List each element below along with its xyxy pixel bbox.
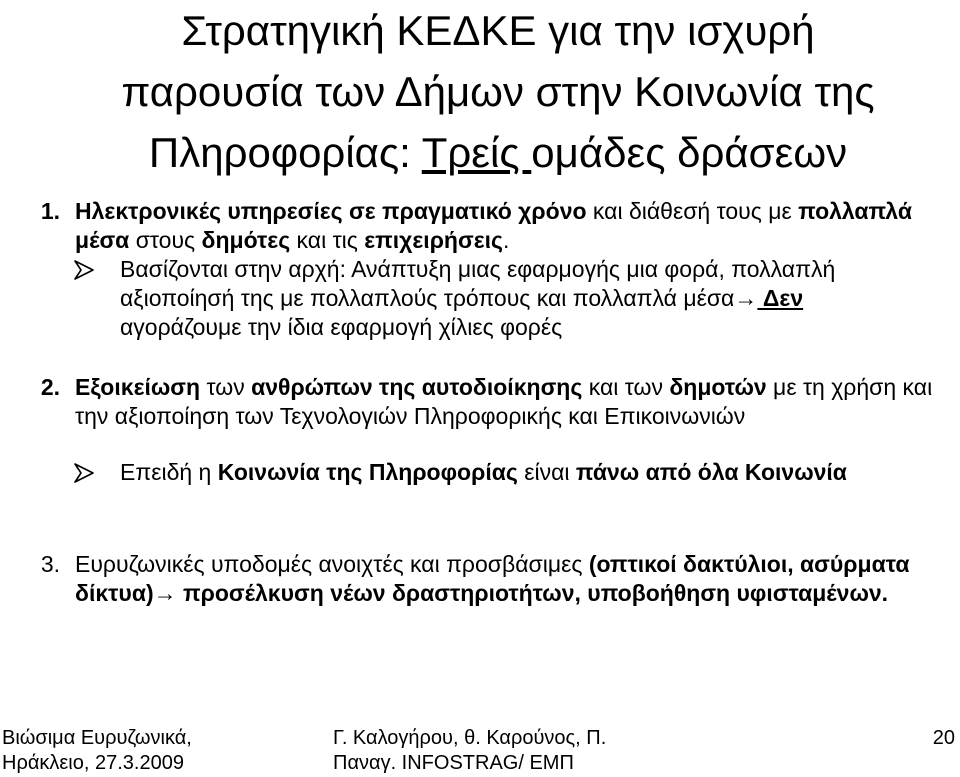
item-3-text-1: Ευρυζωνικές υποδομές ανοιχτές και προσβάσιμες <box>75 551 589 577</box>
item-1-text-2: στους <box>129 227 202 253</box>
item-3-text-bold-2: προσέλκυση νέων δραστηριοτήτων, υποβοήθηση υφισταμένων. <box>176 580 889 606</box>
title-line-3-underlined: Τρείς <box>421 129 532 176</box>
sub-bullet-2 <box>120 458 920 487</box>
item-2-text-bold-1: Εξοικείωση <box>75 374 201 400</box>
sub-2-text-bold-2: πάνω από όλα Κοινωνία <box>575 459 847 485</box>
sub-bullet-1 <box>120 255 920 342</box>
title-line-3-pre: Πληροφορίας: <box>148 129 422 176</box>
title-line-2: παρουσία των Δήμων στην Κοινωνία της <box>121 68 875 115</box>
list-item-2 <box>40 373 945 431</box>
item-1-text-bold-2: πολλαπλά μέσα <box>75 198 912 253</box>
sub-2-text-2: είναι <box>517 459 576 485</box>
list-item-1 <box>40 197 945 255</box>
sub-1-text-2: αγοράζουμε την ίδια εφαρμογή χίλιες φορές <box>120 314 563 340</box>
footer-left-line-1: Βιώσιμα Ευρυζωνικά, <box>2 727 192 749</box>
item-number: 1. <box>40 198 60 224</box>
sub-2-text-1: Επειδή η <box>120 459 218 485</box>
item-2-text-bold-2: ανθρώπων της αυτοδιοίκησης <box>251 374 583 400</box>
item-2-text-2: και των <box>582 374 670 400</box>
title-line-3-post: ομάδες δράσεων <box>531 129 848 176</box>
item-3-arrow-icon: → <box>153 580 177 606</box>
item-1-text-3: και τις <box>290 227 365 253</box>
list-item-3 <box>40 550 945 608</box>
footer-left-line-2: Ηράκλειο, 27.3.2009 <box>2 752 184 774</box>
sub-1-text-1: Βασίζονται στην αρχή: Ανάπτυξη μιας εφαρμογής μια φορά, πολλαπλή αξιοποίησή της με πολλαπλούς τρόπους και πολλαπλά μέσα <box>120 256 836 311</box>
item-1-text-bold-1: Ηλεκτρονικές υπηρεσίες σε πραγματικό χρόνο <box>75 198 587 224</box>
arrowhead-bullet-icon <box>72 258 96 282</box>
slide-title <box>48 0 948 183</box>
item-number: 3. <box>40 551 60 577</box>
item-1-text-1: και διάθεσή τους με <box>586 198 799 224</box>
sub-1-text-underlined: Δεν <box>757 285 804 311</box>
sub-2-text-bold-1: Κοινωνία της Πληροφορίας <box>217 459 518 485</box>
item-2-text-bold-3: δημοτών <box>669 374 767 400</box>
item-1-text-4: . <box>502 227 510 253</box>
arrowhead-bullet-icon <box>72 461 96 485</box>
item-2-text-3: με τη χρήση και την αξιοποίηση των Τεχνολογιών Πληροφορικής και Επικοινωνιών <box>75 374 933 429</box>
page-number: 20 <box>932 727 955 749</box>
footer-center-line-1: Γ. Καλογήρου, θ. Καρούνος, Π. <box>333 727 607 749</box>
footer-center-line-2: Παναγ. INFOSTRAG/ ΕΜΠ <box>333 752 574 774</box>
item-number: 2. <box>40 374 60 400</box>
footer-center <box>333 726 606 776</box>
item-1-text-bold-4: επιχειρήσεις <box>364 227 503 253</box>
sub-1-arrow-icon: → <box>734 285 758 311</box>
title-line-1: Στρατηγική ΚΕΔΚΕ για την ισχυρή <box>181 7 815 54</box>
footer-left <box>2 726 192 776</box>
item-2-text-1: των <box>200 374 252 400</box>
item-1-text-bold-3: δημότες <box>201 227 291 253</box>
item-3-text-bold-1: (οπτικοί δακτύλιοι, ασύρματα δίκτυα) <box>75 551 910 606</box>
